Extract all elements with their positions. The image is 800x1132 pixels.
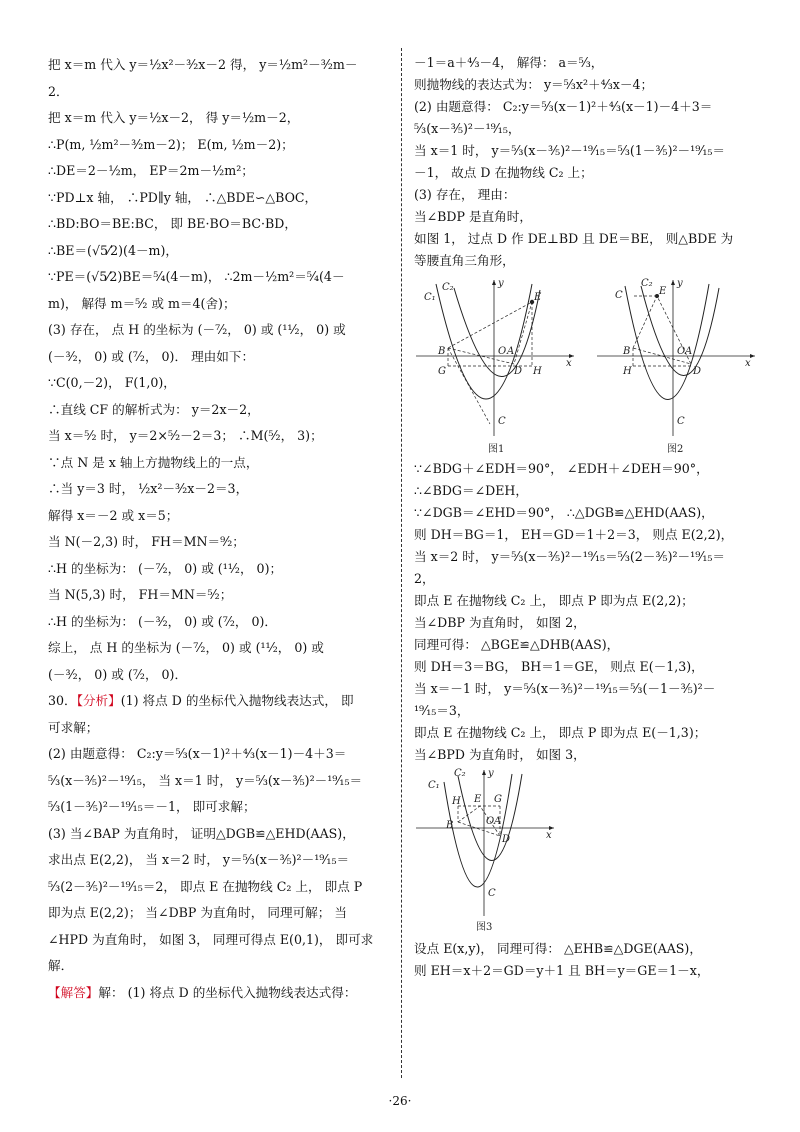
text-line: 把 x＝m 代入 y＝½x－2， 得 y＝½m－2， <box>48 110 300 125</box>
text-line: ∵∠BDG＋∠EDH＝90°， ∠EDH＋∠DEH＝90°， <box>414 461 709 476</box>
svg-text:D: D <box>693 366 702 377</box>
svg-text:C: C <box>677 416 685 427</box>
figure-2 <box>595 274 760 456</box>
svg-text:B: B <box>446 820 454 831</box>
text-line: ∵PD⊥x 轴， ∴PD∥y 轴， ∴△BDE∽△BOC， <box>48 189 318 205</box>
svg-text:y: y <box>498 278 504 289</box>
figure-3-caption: 图3 <box>476 922 493 933</box>
analysis-text: (1) 将点 D 的坐标代入抛物线表达式， 即 <box>120 693 354 708</box>
svg-text:H: H <box>533 366 542 377</box>
text-line: 解． <box>48 958 74 973</box>
svg-text:B: B <box>438 346 446 357</box>
text-line: ∵PE＝(√5⁄2)BE＝⁵⁄₄(4－m)， ∴2m－½m²＝⁵⁄₄(4－ <box>48 269 345 284</box>
svg-text:O: O <box>486 816 495 827</box>
answer-text: 解： (1) 将点 D 的坐标代入抛物线表达式得： <box>98 984 357 1000</box>
text-line: 即为点 E(2,2)； 当∠DBP 为直角时， 同理可解； 当 <box>48 905 347 920</box>
svg-text:A: A <box>494 816 502 827</box>
left-column <box>48 52 388 1006</box>
text-line: 2， <box>414 571 435 586</box>
question-number: 30． <box>48 693 77 708</box>
svg-text:x: x <box>546 830 552 841</box>
text-line: (2) 由题意得： C₂:y＝⁵⁄₃(x－1)²＋⁴⁄₃(x－1)－4＋3＝ <box>414 99 713 114</box>
text-line: (3) 存在， 理由： <box>414 187 516 202</box>
figure-2-caption: 图2 <box>667 444 684 455</box>
svg-text:D: D <box>514 366 523 377</box>
text-line: 当 x＝2 时， y＝⁵⁄₃(x－³⁄₅)²－¹⁹⁄₁₅＝⁵⁄₃(2－³⁄₅)²－¹⁹⁄₁₅＝ <box>414 549 726 564</box>
text-line: 则 EH＝x＋2＝GD＝y＋1 且 BH＝y＝GE＝1－x， <box>414 963 710 978</box>
text-line: 综上， 点 H 的坐标为 (－⁷⁄₂， 0) 或 (¹¹⁄₂， 0) 或 <box>48 640 324 655</box>
text-line: ⁵⁄₃(2－³⁄₅)²－¹⁹⁄₁₅＝2， 即点 E 在抛物线 C₂ 上， 即点 P <box>48 878 363 894</box>
text-line: ¹⁹⁄₁₅＝3， <box>414 703 470 718</box>
text-line: 当 N(5,3) 时， FH＝MN＝⁵⁄₂； <box>48 587 233 602</box>
analysis-tag: 【分析】 <box>76 693 121 708</box>
text-line: 等腰直角三角形， <box>414 253 515 268</box>
text-line: 可求解； <box>48 719 99 735</box>
svg-text:C: C <box>615 290 623 301</box>
text-line: ∴H 的坐标为： (－⁷⁄₂， 0) 或 (¹¹⁄₂， 0)； <box>48 560 283 576</box>
text-line: ∠HPD 为直角时， 如图 3， 同理可得点 E(0,1)， 即可求 <box>48 931 374 947</box>
svg-text:O: O <box>498 346 507 357</box>
text-line: ∵点 N 是 x 轴上方抛物线上的一点， <box>48 454 259 470</box>
text-line: ∴BD:BO＝BE:BC， 即 BE·BO＝BC·BD， <box>48 216 297 231</box>
text-line: 则抛物线的表达式为： y＝⁵⁄₃x²＋⁴⁄₃x－4； <box>414 77 654 92</box>
text-line: 求出点 E(2,2)， 当 x＝2 时， y＝⁵⁄₃(x－³⁄₅)²－¹⁹⁄₁₅＝ <box>48 852 350 867</box>
text-line: (－³⁄₂， 0) 或 (⁷⁄₂， 0)． 理由如下： <box>48 348 255 364</box>
text-line: 当∠BPD 为直角时， 如图 3， <box>414 747 586 762</box>
answer-line <box>48 980 388 1007</box>
svg-text:y: y <box>488 768 494 779</box>
svg-text:C₂: C₂ <box>454 768 466 779</box>
svg-text:H: H <box>452 796 461 807</box>
figure-1-caption: 图1 <box>488 444 505 455</box>
svg-text:E: E <box>474 794 482 805</box>
text-line: 2． <box>48 83 69 99</box>
text-line: ∴DE＝2－½m， EP＝2m－½m²； <box>48 163 254 178</box>
text-line: 如图 1， 过点 D 作 DE⊥BD 且 DE＝BE， 则△BDE 为 <box>414 231 734 246</box>
text-line: ∴直线 CF 的解析式为： y＝2x－2， <box>48 401 260 417</box>
svg-text:O: O <box>677 346 686 357</box>
svg-text:A: A <box>507 346 515 357</box>
svg-text:x: x <box>745 358 751 369</box>
svg-text:C: C <box>498 416 506 427</box>
text-line: (－³⁄₂， 0) 或 (⁷⁄₂， 0)． <box>48 666 188 682</box>
column-divider <box>401 48 402 1078</box>
text-line: ∴P(m, ½m²－³⁄₂m－2)； E(m, ½m－2)； <box>48 136 294 152</box>
text-line: 当 x＝－1 时， y＝⁵⁄₃(x－³⁄₅)²－¹⁹⁄₁₅＝⁵⁄₃(－1－³⁄₅)²－ <box>414 681 716 696</box>
text-line: 同理可得： △BGE≌△DHB(AAS)， <box>414 637 620 652</box>
svg-text:D: D <box>502 834 511 845</box>
text-line: ⁵⁄₃(x－³⁄₅)²－¹⁹⁄₁₅， <box>414 121 521 136</box>
svg-text:E: E <box>534 292 542 303</box>
svg-text:G: G <box>494 794 502 805</box>
svg-text:C: C <box>488 888 496 899</box>
figure-1 <box>414 274 579 456</box>
text-line: 解得 x＝－2 或 x＝5； <box>48 507 179 523</box>
text-line: 当∠DBP 为直角时， 如图 2， <box>414 615 586 630</box>
svg-text:G: G <box>438 366 446 377</box>
text-line: (2) 由题意得： C₂:y＝⁵⁄₃(x－1)²＋⁴⁄₃(x－1)－4＋3＝ <box>48 746 347 761</box>
text-line: 把 x＝m 代入 y＝½x²－³⁄₂x－2 得， y＝½m²－³⁄₂m－ <box>48 57 358 72</box>
text-line: ⁵⁄₃(x－³⁄₅)²－¹⁹⁄₁₅， 当 x＝1 时， y＝⁵⁄₃(x－³⁄₅)²－¹⁹⁄₁₅＝ <box>48 772 363 788</box>
text-line: ∴∠BDG＝∠DEH， <box>414 483 528 498</box>
question-30-header <box>48 688 388 715</box>
figures-1-2 <box>414 274 760 456</box>
text-line: 当 x＝⁵⁄₂ 时， y＝2×⁵⁄₂－2＝3； ∴M(⁵⁄₂， 3)； <box>48 428 323 443</box>
text-line: 则 DH＝3＝BG， BH＝1＝GE， 则点 E(－1,3)， <box>414 659 704 674</box>
text-line: ∵∠DGB＝∠EHD＝90°， ∴△DGB≌△EHD(AAS)， <box>414 505 714 520</box>
text-line: －1， 故点 D 在抛物线 C₂ 上； <box>414 165 593 180</box>
svg-text:B: B <box>623 346 631 357</box>
text-line: 当 x＝1 时， y＝⁵⁄₃(x－³⁄₅)²－¹⁹⁄₁₅＝⁵⁄₃(1－³⁄₅)²－¹⁹⁄₁₅＝ <box>414 143 726 158</box>
svg-text:C₁: C₁ <box>428 780 440 791</box>
text-line: 即点 E 在抛物线 C₂ 上， 即点 P 即为点 E(2,2)； <box>414 593 694 608</box>
text-line: －1＝a＋⁴⁄₃－4， 解得： a＝⁵⁄₃， <box>414 55 604 70</box>
text-line: 当∠BDP 是直角时， <box>414 209 532 224</box>
text-line: 当 N(－2,3) 时， FH＝MN＝⁹⁄₂； <box>48 534 245 549</box>
figure-3 <box>414 766 564 938</box>
text-line: ∴BE＝(√5⁄2)(4－m)， <box>48 242 179 258</box>
text-line: 即点 E 在抛物线 C₂ 上， 即点 P 即为点 E(－1,3)； <box>414 725 707 740</box>
svg-text:E: E <box>659 286 667 297</box>
page-number: ·26· <box>388 1094 412 1108</box>
text-line: ⁵⁄₃(1－³⁄₅)²－¹⁹⁄₁₅＝－1， 即可求解； <box>48 799 256 814</box>
text-line: (3) 当∠BAP 为直角时， 证明△DGB≌△EHD(AAS)， <box>48 825 355 841</box>
svg-text:C₂: C₂ <box>641 278 653 289</box>
svg-text:x: x <box>566 358 572 369</box>
svg-text:C₁: C₁ <box>424 292 436 303</box>
text-line: ∴H 的坐标为： (－³⁄₂， 0) 或 (⁷⁄₂， 0)． <box>48 613 278 629</box>
svg-text:C₂: C₂ <box>442 282 454 293</box>
svg-text:H: H <box>623 366 632 377</box>
right-column <box>414 52 760 982</box>
text-line: m)， 解得 m＝⁵⁄₂ 或 m＝4(舍)； <box>48 295 236 311</box>
text-line: 设点 E(x,y)， 同理可得： △EHB≌△DGE(AAS)， <box>414 941 702 956</box>
answer-tag: 【解答】 <box>48 984 99 1000</box>
text-line: (3) 存在， 点 H 的坐标为 (－⁷⁄₂， 0) 或 (¹¹⁄₂， 0) 或 <box>48 322 346 337</box>
svg-text:A: A <box>685 346 693 357</box>
svg-text:y: y <box>677 278 683 289</box>
text-line: ∵C(0,－2)， F(1,0)， <box>48 375 176 390</box>
text-line: ∴当 y＝3 时， ½x²－³⁄₂x－2＝3， <box>48 481 249 496</box>
text-line: 则 DH＝BG＝1， EH＝GD＝1＋2＝3， 则点 E(2,2)， <box>414 527 734 542</box>
